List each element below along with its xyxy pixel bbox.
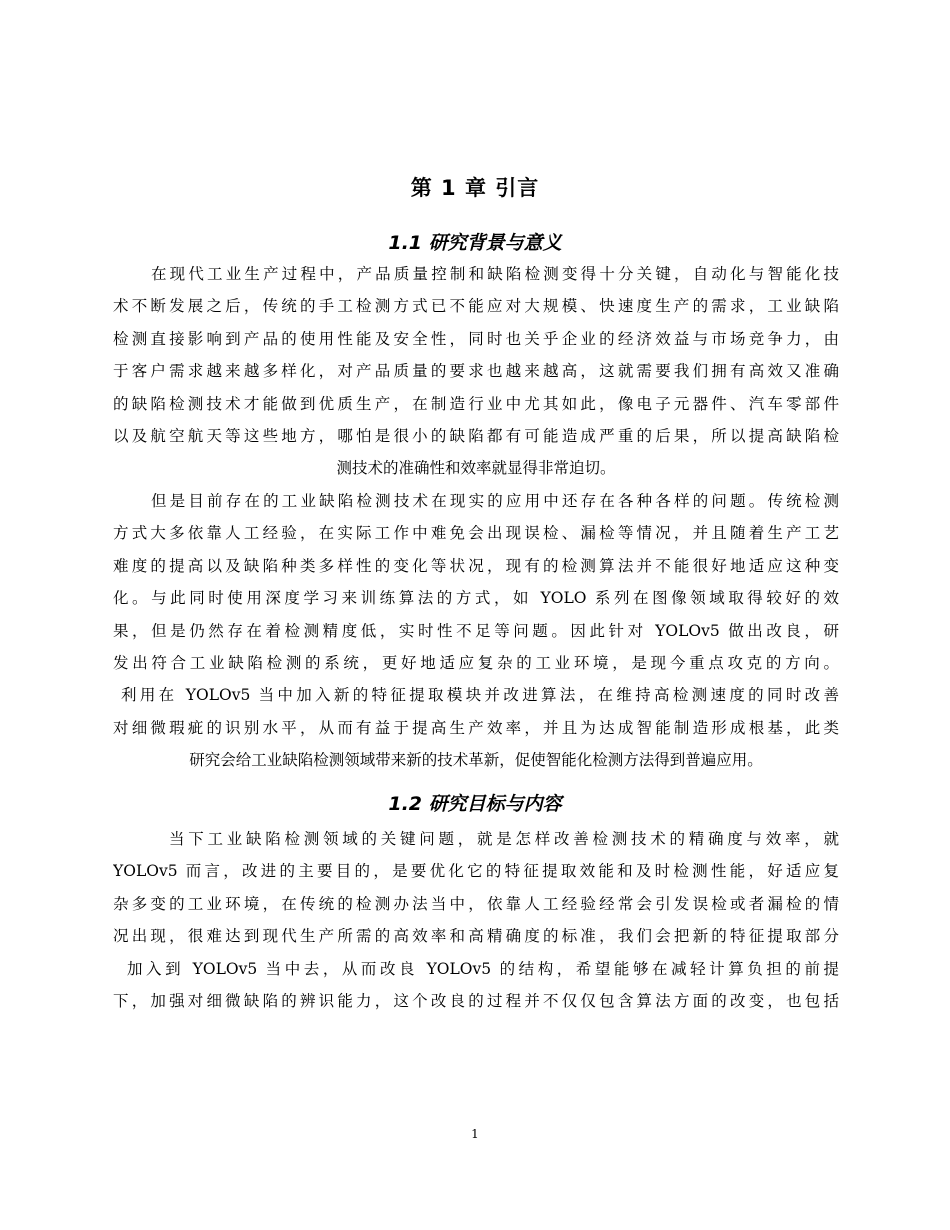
text-line: 利用在 YOLOv5 当中加入新的特征提取模块并改进算法，在维持高检测速度的同时改善 — [121, 686, 839, 705]
text-line: 术不断发展之后，传统的手工检测方式已不能应对大规模、快速度生产的需求，工业缺陷 — [113, 297, 839, 316]
section-title-1-1: 1.1 研究背景与意义 — [388, 232, 562, 254]
text-line: 况出现，很难达到现代生产所需的高效率和高精确度的标准，我们会把新的特征提取部分 — [113, 927, 839, 946]
text-line: 发出符合工业缺陷检测的系统，更好地适应复杂的工业环境，是现今重点攻克的方向。 — [113, 653, 839, 672]
chapter-title: 第 1 章 引言 — [410, 176, 540, 200]
section-title-1-2: 1.2 研究目标与内容 — [388, 793, 562, 815]
text-line: 果，但是仍然存在着检测精度低，实时性不足等问题。因此针对 YOLOv5 做出改良，研 — [113, 621, 839, 640]
text-line: 以及航空航天等这些地方，哪怕是很小的缺陷都有可能造成严重的后果，所以提高缺陷检 — [113, 426, 839, 445]
text-line: 难度的提高以及缺陷种类多样性的变化等状况，现有的检测算法并不能很好地适应这种变 — [113, 556, 839, 575]
page-number: 1 — [471, 1127, 479, 1141]
text-line: 方式大多依靠人工经验，在实际工作中难免会出现误检、漏检等情况，并且随着生产工艺 — [113, 524, 839, 543]
text-line: 的缺陷检测技术才能做到优质生产，在制造行业中尤其如此，像电子元器件、汽车零部件 — [113, 394, 839, 413]
text-line: YOLOv5 而言，改进的主要目的，是要优化它的特征提取效能和及时检测性能，好适应复 — [113, 862, 839, 881]
text-line: 加入到 YOLOv5 当中去，从而改良 YOLOv5 的结构，希望能够在减轻计算负担的前提 — [127, 959, 839, 978]
text-line: 对细微瑕疵的识别水平，从而有益于提高生产效率，并且为达成智能制造形成根基，此类 — [113, 718, 839, 737]
text-line: 研究会给工业缺陷检测领域带来新的技术革新，促使智能化检测方法得到普遍应用。 — [189, 751, 763, 770]
text-line: 当下工业缺陷检测领域的关键问题，就是怎样改善检测技术的精确度与效率，就 — [169, 830, 839, 848]
text-line: 测技术的准确性和效率就显得非常迫切。 — [336, 459, 616, 478]
paragraph-background-1 — [113, 258, 839, 485]
text-line: 杂多变的工业环境，在传统的检测办法当中，依靠人工经验经常会引发误检或者漏检的情 — [113, 894, 839, 913]
text-line: 化。与此同时使用深度学习来训练算法的方式，如 YOLO 系列在图像领域取得较好的效 — [113, 589, 839, 608]
paragraph-background-2 — [113, 485, 839, 777]
text-line: 检测直接影响到产品的使用性能及安全性，同时也关乎企业的经济效益与市场竞争力，由 — [113, 329, 839, 348]
text-line: 于客户需求越来越多样化，对产品质量的要求也越来越高，这就需要我们拥有高效又准确 — [113, 362, 839, 381]
text-line: 下，加强对细微缺陷的辨识能力，这个改良的过程并不仅仅包含算法方面的改变，也包括 — [113, 991, 839, 1010]
paragraph-objectives-1 — [113, 823, 839, 1017]
text-line: 在现代工业生产过程中，产品质量控制和缺陷检测变得十分关键，自动化与智能化技 — [151, 265, 839, 283]
text-line: 但是目前存在的工业缺陷检测技术在现实的应用中还存在各种各样的问题。传统检测 — [151, 492, 839, 510]
